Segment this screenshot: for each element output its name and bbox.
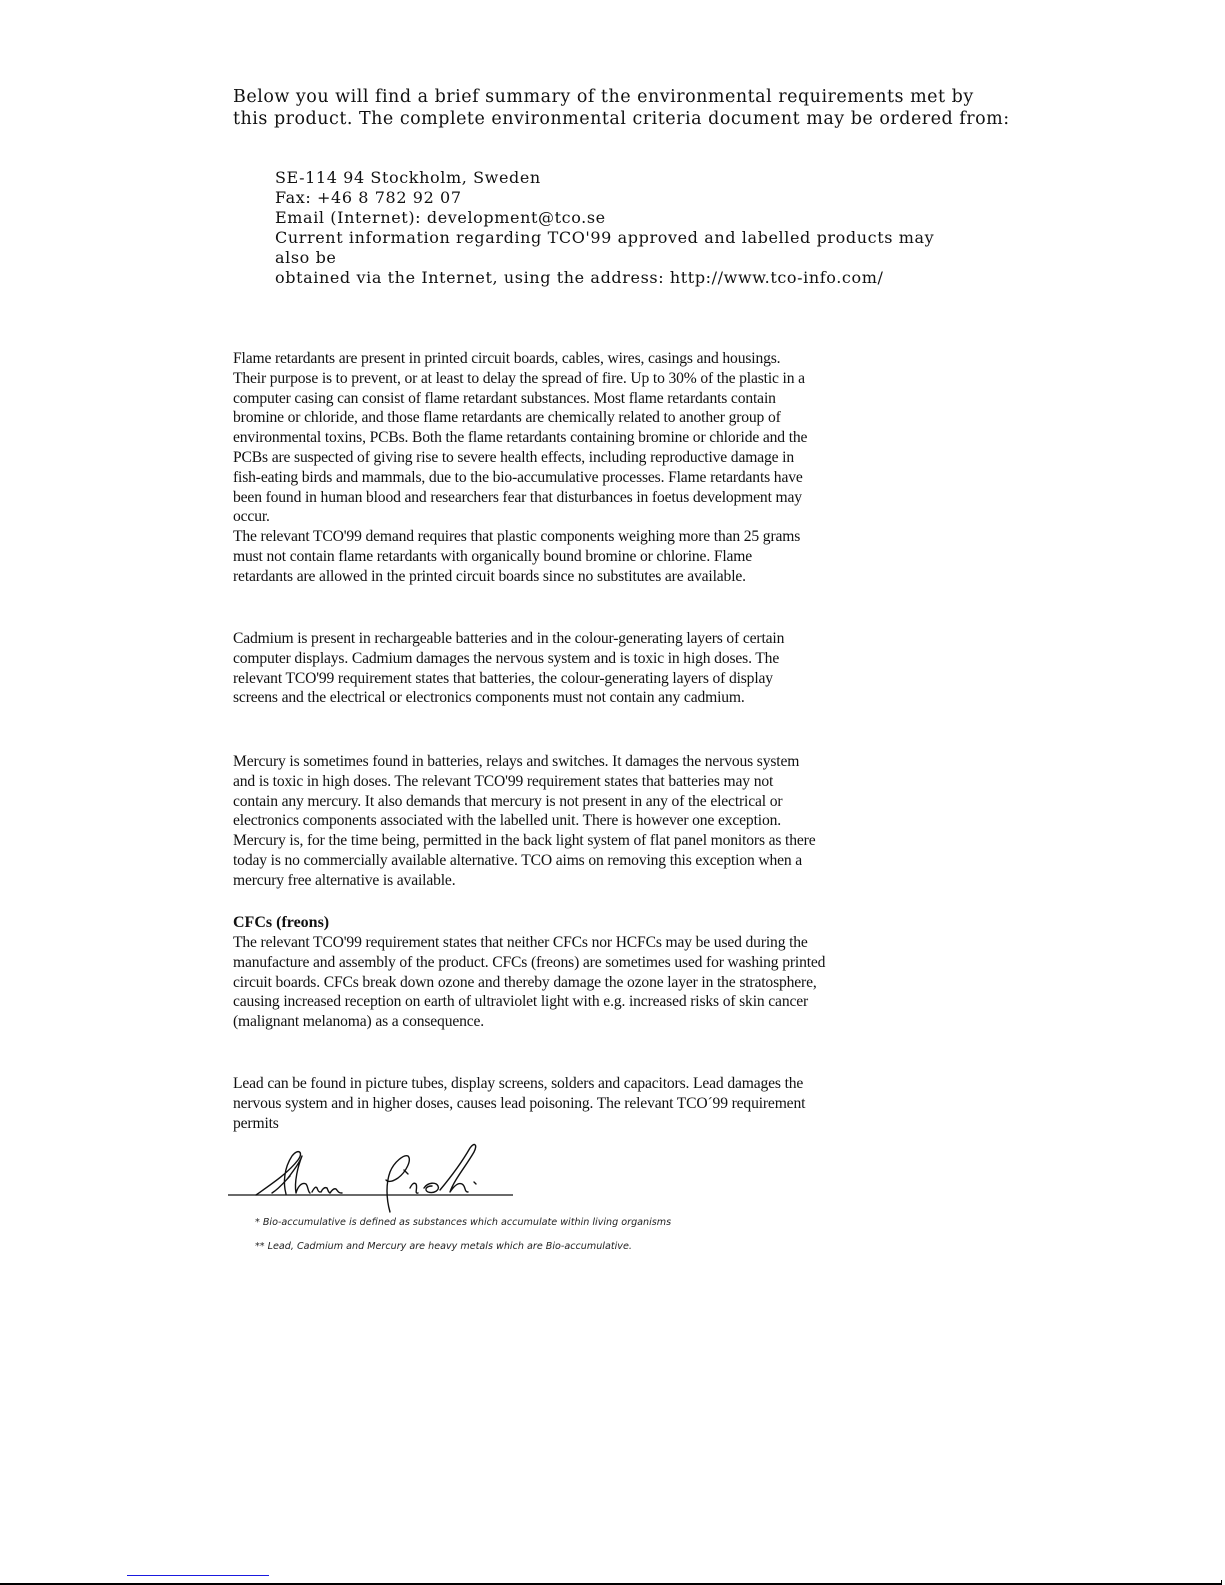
paragraph-line: relevant TCO'99 requirement states that batteries, the colour-generating layers of display <box>233 669 773 687</box>
contact-address-block <box>275 168 1065 288</box>
cfcs-section <box>233 933 1023 1032</box>
paragraph-line: today is no commercially available alternative. TCO aims on removing this exception when a <box>233 851 803 869</box>
paragraph-line: fish-eating birds and mammals, due to the bio-accumulative processes. Flame retardants have <box>233 468 803 486</box>
lead-section <box>233 1074 1023 1133</box>
address-line: SE-114 94 Stockholm, Sweden <box>275 168 541 187</box>
paragraph-line: Lead can be found in picture tubes, display screens, solders and capacitors. Lead damages the <box>233 1075 804 1092</box>
address-line: Current information regarding TCO'99 approved and labelled products may <box>275 228 935 247</box>
paragraph-line: The relevant TCO'99 demand requires that plastic components weighing more than 25 grams <box>233 528 801 546</box>
signature-icon <box>228 1138 513 1218</box>
paragraph-line: permits <box>233 1114 279 1132</box>
cfcs-heading: CFCs (freons) <box>233 914 330 931</box>
paragraph-line: Cadmium is present in rechargeable batteries and in the colour-generating layers of certain <box>233 630 785 647</box>
paragraph-line: nervous system and in higher doses, causes lead poisoning. The relevant TCO´99 requirement <box>233 1094 806 1112</box>
email-line: Email (Internet): development@tco.se <box>275 208 606 227</box>
paragraph-line: Mercury is sometimes found in batteries, relays and switches. It damages the nervous system <box>233 753 800 770</box>
mercury-section <box>233 752 1023 891</box>
footnote-heavy-metals: ** Lead, Cadmium and Mercury are heavy metals which are Bio-accumulative. <box>255 1241 632 1252</box>
paragraph-line: The relevant TCO'99 requirement states that neither CFCs nor HCFCs may be used during the <box>233 934 808 951</box>
address-line: also be <box>275 248 337 267</box>
paragraph-line: electronics components associated with the labelled unit. There is however one exception. <box>233 812 781 830</box>
paragraph-line: circuit boards. CFCs break down ozone and thereby damage the ozone layer in the stratosphere, <box>233 973 817 991</box>
paragraph-line: and is toxic in high doses. The relevant TCO'99 requirement states that batteries may not <box>233 772 774 790</box>
paragraph-line: mercury free alternative is available. <box>233 871 456 889</box>
flame-retardants-section <box>233 349 1023 587</box>
paragraph-line: must not contain flame retardants with organically bound bromine or chlorine. Flame <box>233 547 753 565</box>
footnote-bio-accumulative: * Bio-accumulative is defined as substances which accumulate within living organisms <box>255 1217 672 1228</box>
website-line: obtained via the Internet, using the address: http://www.tco-info.com/ <box>275 268 884 287</box>
paragraph-line: manufacture and assembly of the product. CFCs (freons) are sometimes used for washing printed <box>233 953 826 971</box>
paragraph-line: (malignant melanoma) as a consequence. <box>233 1013 485 1031</box>
paragraph-line: computer casing can consist of flame retardant substances. Most flame retardants contain <box>233 389 776 407</box>
paragraph-line: environmental toxins, PCBs. Both the flame retardants containing bromine or chloride and the <box>233 429 808 447</box>
paragraph-line: bromine or chloride, and those flame retardants are chemically related to another group of <box>233 409 781 427</box>
paragraph-line: Flame retardants are present in printed circuit boards, cables, wires, casings and housings. <box>233 350 781 367</box>
paragraph-line: screens and the electrical or electronics components must not contain any cadmium. <box>233 689 745 707</box>
paragraph-line: PCBs are suspected of giving rise to severe health effects, including reproductive damage in <box>233 448 794 466</box>
paragraph-line: been found in human blood and researchers fear that disturbances in foetus development may <box>233 488 802 506</box>
fax-line: Fax: +46 8 782 92 07 <box>275 188 462 207</box>
paragraph-line: computer displays. Cadmium damages the nervous system and is toxic in high doses. The <box>233 649 780 667</box>
cadmium-section <box>233 629 1023 708</box>
intro-line: Below you will find a brief summary of the environmental requirements met by <box>233 87 974 107</box>
link-underline-rule <box>127 1575 269 1576</box>
paragraph-line: Mercury is, for the time being, permitted in the back light system of flat panel monitors as there <box>233 832 816 850</box>
intro-paragraph <box>233 86 1023 130</box>
page-corner-tick <box>1221 1580 1222 1584</box>
paragraph-line: contain any mercury. It also demands that mercury is not present in any of the electrical or <box>233 792 783 810</box>
paragraph-line: Their purpose is to prevent, or at least to delay the spread of fire. Up to 30% of the plastic in a <box>233 369 805 387</box>
paragraph-line: occur. <box>233 508 270 526</box>
paragraph-line: causing increased reception on earth of ultraviolet light with e.g. increased risks of skin cancer <box>233 993 809 1011</box>
footnotes <box>255 1217 671 1265</box>
intro-line: this product. The complete environmental criteria document may be ordered from: <box>233 109 1010 129</box>
paragraph-line: retardants are allowed in the printed circuit boards since no substitutes are available. <box>233 567 746 585</box>
